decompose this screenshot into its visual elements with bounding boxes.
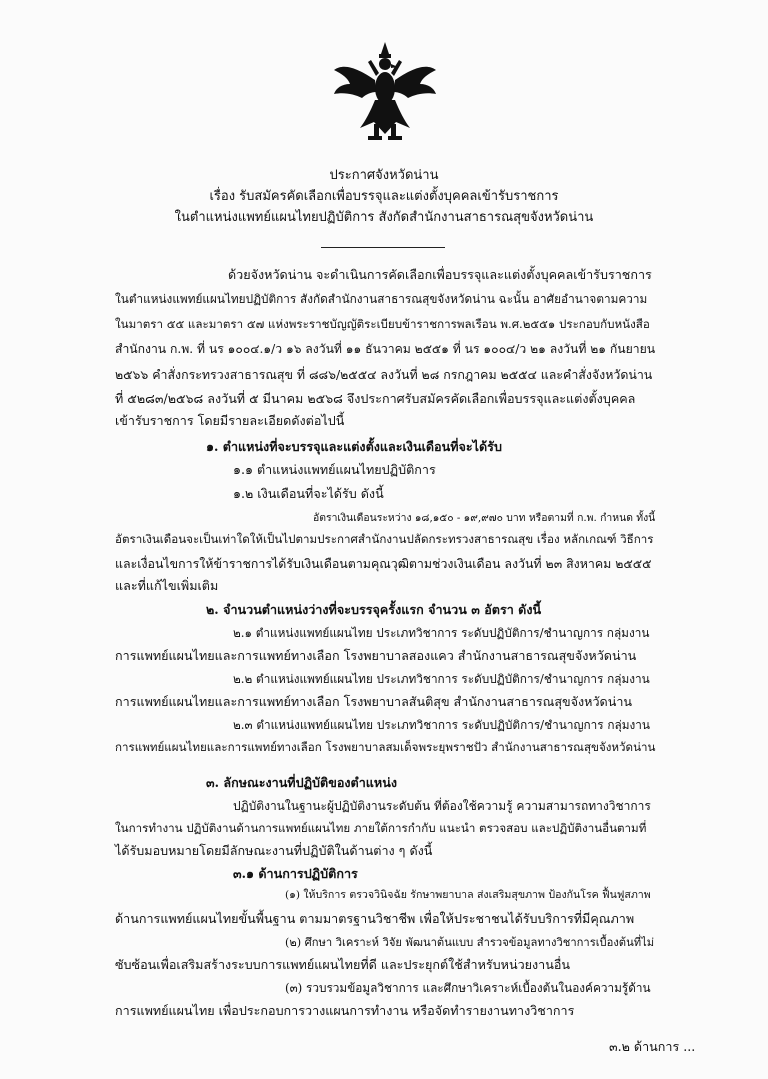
body-line: ๒.๒ ตำแหน่งแพทย์แผนไทย ประเภทวิชาการ ระดับปฏิบัติการ/ชำนาญการ กลุ่มงาน xyxy=(233,672,650,686)
body-line: เข้ารับราชการ โดยมีรายละเอียดดังต่อไปนี้ xyxy=(115,413,345,428)
section-2-heading: ๒. จำนวนตำแหน่งว่างที่จะบรรจุครั้งแรก จำนวน ๓ อัตรา ดังนี้ xyxy=(206,602,542,617)
body-line: ได้รับมอบหมายโดยมีลักษณะงานที่ปฏิบัติในด้านต่าง ๆ ดังนี้ xyxy=(115,843,433,858)
body-line: การแพทย์แผนไทยและการแพทย์ทางเลือก โรงพยาบาลสันติสุข สำนักงานสาธารณสุขจังหวัดน่าน xyxy=(115,694,633,709)
body-line: ๑.๒ เงินเดือนที่จะได้รับ ดังนี้ xyxy=(233,486,384,501)
body-line: และที่แก้ไขเพิ่มเติม xyxy=(115,578,219,593)
body-line: ด้วยจังหวัดน่าน จะดำเนินการคัดเลือกเพื่อบรรจุและแต่งตั้งบุคคลเข้ารับราชการ xyxy=(228,267,652,282)
body-line: ในมาตรา ๕๕ และมาตรา ๕๗ แห่งพระราชบัญญัติระเบียบข้าราชการพลเรือน พ.ศ.๒๕๕๑ ประกอบกับหนังสือ xyxy=(115,317,650,331)
body-line: ๒.๓ ตำแหน่งแพทย์แผนไทย ประเภทวิชาการ ระดับปฏิบัติการ/ชำนาญการ กลุ่มงาน xyxy=(233,718,650,732)
body-line: การแพทย์แผนไทย เพื่อประกอบการวางแผนการทำงาน หรือจัดทำรายงานทางวิชาการ xyxy=(115,1003,575,1018)
header-divider xyxy=(321,247,445,248)
section-1-heading: ๑. ตำแหน่งที่จะบรรจุและแต่งตั้งและเงินเดือนที่จะได้รับ xyxy=(206,439,502,454)
body-line: การแพทย์แผนไทยและการแพทย์ทางเลือก โรงพยาบาลสมเด็จพระยุพราชปัว สำนักงานสาธารณสุขจังหวัดน่าน xyxy=(115,740,656,754)
body-line: ๑.๑ ตำแหน่งแพทย์แผนไทยปฏิบัติการ xyxy=(233,462,436,477)
section-3-1-heading: ๓.๑ ด้านการปฏิบัติการ xyxy=(233,866,358,881)
body-line: อัตราเงินเดือนระหว่าง ๑๘,๑๕๐ - ๑๙,๙๗๐ บาท หรือตามที่ ก.พ. กำหนด ทั้งนี้ xyxy=(313,512,656,524)
continuation-note: ๓.๒ ด้านการ ... xyxy=(609,1039,696,1054)
garuda-emblem-icon xyxy=(330,40,440,150)
body-line: (๓) รวบรวมข้อมูลวิชาการ และศึกษาวิเคราะห์เบื้องต้นในองค์ความรู้ด้าน xyxy=(285,981,651,995)
body-line: ๒.๑ ตำแหน่งแพทย์แผนไทย ประเภทวิชาการ ระดับปฏิบัติการ/ชำนาญการ กลุ่มงาน xyxy=(233,626,650,640)
body-line: ในตำแหน่งแพทย์แผนไทยปฏิบัติการ สังกัดสำนักงานสาธารณสุขจังหวัดน่าน ฉะนั้น อาศัยอำนาจตามความ xyxy=(115,292,648,306)
body-line: (๒) ศึกษา วิเคราะห์ วิจัย พัฒนาต้นแบบ สำรวจข้อมูลทางวิชาการเบื้องต้นที่ไม่ xyxy=(285,936,655,949)
body-line: ๒๕๖๖ คำสั่งกระทรวงสาธารณสุข ที่ ๘๘๖/๒๕๕๔ ลงวันที่ ๒๘ กรกฎาคม ๒๕๕๔ และคำสั่งจังหวัดน่าน xyxy=(115,367,653,382)
announcement-subject: เรื่อง รับสมัครคัดเลือกเพื่อบรรจุและแต่งตั้งบุคคลเข้ารับราชการ xyxy=(209,189,559,204)
body-line: ด้านการแพทย์แผนไทยขั้นพื้นฐาน ตามมาตรฐานวิชาชีพ เพื่อให้ประชาชนได้รับบริการที่มีคุณภาพ xyxy=(115,911,635,926)
section-3-heading: ๓. ลักษณะงานที่ปฏิบัติของตำแหน่ง xyxy=(206,775,397,790)
body-line: และเงื่อนไขการให้ข้าราชการได้รับเงินเดือนตามคุณวุฒิตามช่วงเงินเดือน ลงวันที่ ๒๓ สิงหาคม ๒๕๕๕ xyxy=(115,556,652,571)
body-line: (๑) ให้บริการ ตรวจวินิจฉัย รักษาพยาบาล ส่งเสริมสุขภาพ ป้องกันโรค ฟื้นฟูสภาพ xyxy=(285,889,651,901)
body-line: ปฏิบัติงานในฐานะผู้ปฏิบัติงานระดับต้น ที่ต้องใช้ความรู้ ความสามารถทางวิชาการ xyxy=(233,799,651,813)
body-line: การแพทย์แผนไทยและการแพทย์ทางเลือก โรงพยาบาลสองแคว สำนักงานสาธารณสุขจังหวัดน่าน xyxy=(115,648,637,663)
body-line: อัตราเงินเดือนจะเป็นเท่าใดให้เป็นไปตามประกาศสำนักงานปลัดกระทรวงสาธารณสุข เรื่อง หลักเกณฑ์ วิธีการ xyxy=(115,532,654,546)
announcement-position: ในตำแหน่งแพทย์แผนไทยปฏิบัติการ สังกัดสำนักงานสาธารณสุขจังหวัดน่าน xyxy=(174,210,594,225)
body-line: ซับซ้อนเพื่อเสริมสร้างระบบการแพทย์แผนไทยที่ดี และประยุกต์ใช้สำหรับหน่วยงานอื่น xyxy=(115,957,571,972)
announcement-title: ประกาศจังหวัดน่าน xyxy=(329,168,439,183)
body-line: ในการทำงาน ปฏิบัติงานด้านการแพทย์แผนไทย ภายใต้การกำกับ แนะนำ ตรวจสอบ และปฏิบัติงานอื่นตามที่ xyxy=(115,821,647,835)
body-line: สำนักงาน ก.พ. ที่ นร ๑๐๐๔.๑/ว ๑๖ ลงวันที่ ๑๑ ธันวาคม ๒๕๕๑ ที่ นร ๑๐๐๔/ว ๒๑ ลงวันที่ ๒๑ กันยายน xyxy=(115,342,656,356)
body-line: ที่ ๕๒๘๓/๒๕๖๘ ลงวันที่ ๕ มีนาคม ๒๕๖๘ จึงประกาศรับสมัครคัดเลือกเพื่อบรรจุและแต่งตั้งบุคคล xyxy=(115,391,636,406)
